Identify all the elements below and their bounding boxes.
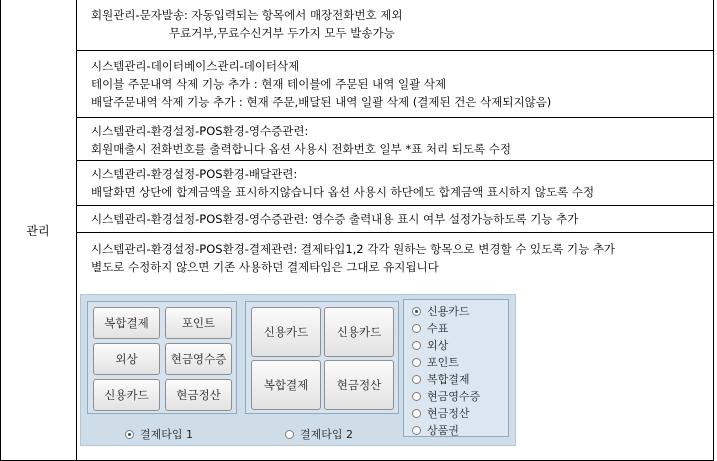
payment-type2-button-group [245, 301, 399, 414]
type1-button-points[interactable]: 포인트 [165, 307, 232, 339]
option-label: 신용카드 [427, 305, 470, 318]
option-gift-certificate[interactable] [412, 422, 459, 438]
type1-button-cash-settlement[interactable]: 현금정산 [165, 379, 232, 411]
type2-button-combined-payment[interactable]: 복합결제 [251, 360, 321, 410]
type1-button-cash-receipt[interactable]: 현금영수증 [165, 343, 232, 375]
category-label: 관리 [26, 224, 50, 238]
type2-button-credit-card[interactable]: 신용카드 [251, 307, 321, 357]
radio-icon[interactable] [412, 426, 421, 435]
radio-icon[interactable] [412, 375, 421, 384]
row-line: 배달주문내역 삭제 기능 추가 : 현재 주문,배달된 내역 일괄 삭제 (결제된 건은 삭제되지않음) [91, 95, 552, 109]
payment-type1-label: 결제타입 1 [140, 428, 193, 441]
row-divider [77, 50, 713, 51]
category-cell [0, 0, 76, 461]
radio-icon[interactable] [412, 392, 421, 401]
type1-button-credit-card[interactable]: 신용카드 [93, 379, 160, 411]
type2-button-cash-settlement[interactable]: 현금정산 [324, 360, 394, 410]
row-divider [77, 205, 713, 206]
payment-type-settings-panel [80, 294, 516, 446]
payment-type1-radio[interactable] [125, 426, 193, 442]
option-label: 외상 [427, 339, 449, 352]
table-border-right [713, 0, 714, 461]
row-line: 시스템관리-환경설정-POS환경-영수증관련: 영수증 출력내용 표시 여부 설정가능하도록 기능 추가 [91, 212, 579, 226]
row-line: 회원관리-문자발송: 자동입력되는 항목에서 매장전화번호 제외 [91, 8, 403, 22]
radio-icon[interactable] [412, 324, 421, 333]
option-label: 수표 [427, 322, 449, 335]
table-row [77, 210, 713, 228]
radio-selected-icon[interactable] [125, 430, 134, 439]
option-label: 상품권 [427, 424, 459, 437]
table-row [77, 6, 713, 42]
row-divider [77, 232, 713, 233]
row-line: 테이블 주문내역 삭제 기능 추가 : 현재 테이블에 주문된 내역 일괄 삭제 [91, 77, 447, 91]
row-line: 무료거부,무료수신거부 두가지 모두 발송가능 [169, 26, 395, 40]
table-row [77, 165, 713, 201]
row-line: 배달화면 상단에 합계금액을 표시하지않습니다 옵션 사용시 하단에도 합계금액 표시하지 않도록 수정 [91, 185, 595, 199]
payment-type1-button-group [87, 301, 237, 414]
table-row [77, 122, 713, 158]
radio-selected-icon[interactable] [412, 307, 421, 316]
option-combined-payment[interactable] [412, 371, 470, 387]
option-label: 현금영수증 [427, 390, 481, 403]
radio-icon[interactable] [412, 358, 421, 367]
radio-icon[interactable] [412, 341, 421, 350]
type1-button-credit-account[interactable]: 외상 [93, 343, 160, 375]
option-label: 복합결제 [427, 373, 470, 386]
option-points[interactable] [412, 354, 459, 370]
payment-type2-label: 결제타입 2 [300, 428, 353, 441]
row-line: 시스템관리-환경설정-POS환경-영수증관련: [91, 124, 309, 138]
row-line: 시스템관리-환경설정-POS환경-배달관련: [91, 167, 298, 181]
row-line: 시스템관리-데이터베이스관리-데이터삭제 [91, 59, 300, 73]
radio-icon[interactable] [285, 430, 294, 439]
option-label: 현금정산 [427, 407, 470, 420]
option-label: 포인트 [427, 356, 459, 369]
radio-icon[interactable] [412, 409, 421, 418]
type1-button-combined-payment[interactable]: 복합결제 [93, 307, 160, 339]
option-credit-account[interactable] [412, 337, 448, 353]
row-divider [77, 160, 713, 161]
table-row [77, 240, 713, 276]
row-line: 회원매출시 전화번호를 출력합니다 옵션 사용시 전화번호 일부 *표 처리 되도록 수정 [91, 142, 512, 156]
row-divider [77, 117, 713, 118]
option-check[interactable] [412, 320, 448, 336]
option-credit-card[interactable] [412, 303, 470, 319]
payment-type2-radio[interactable] [285, 426, 353, 442]
row-line: 시스템관리-환경설정-POS환경-결제관련: 결제타입1,2 각각 원하는 항목으로 변경할 수 있도록 기능 추가 [91, 242, 616, 256]
table-row [77, 57, 713, 111]
option-cash-settlement[interactable] [412, 405, 470, 421]
payment-option-list [403, 299, 509, 437]
type2-button-credit-card[interactable]: 신용카드 [324, 307, 394, 357]
row-line: 별도로 수정하지 않으면 기존 사용하던 결제타입은 그대로 유지됩니다 [91, 260, 439, 274]
option-cash-receipt[interactable] [412, 388, 480, 404]
